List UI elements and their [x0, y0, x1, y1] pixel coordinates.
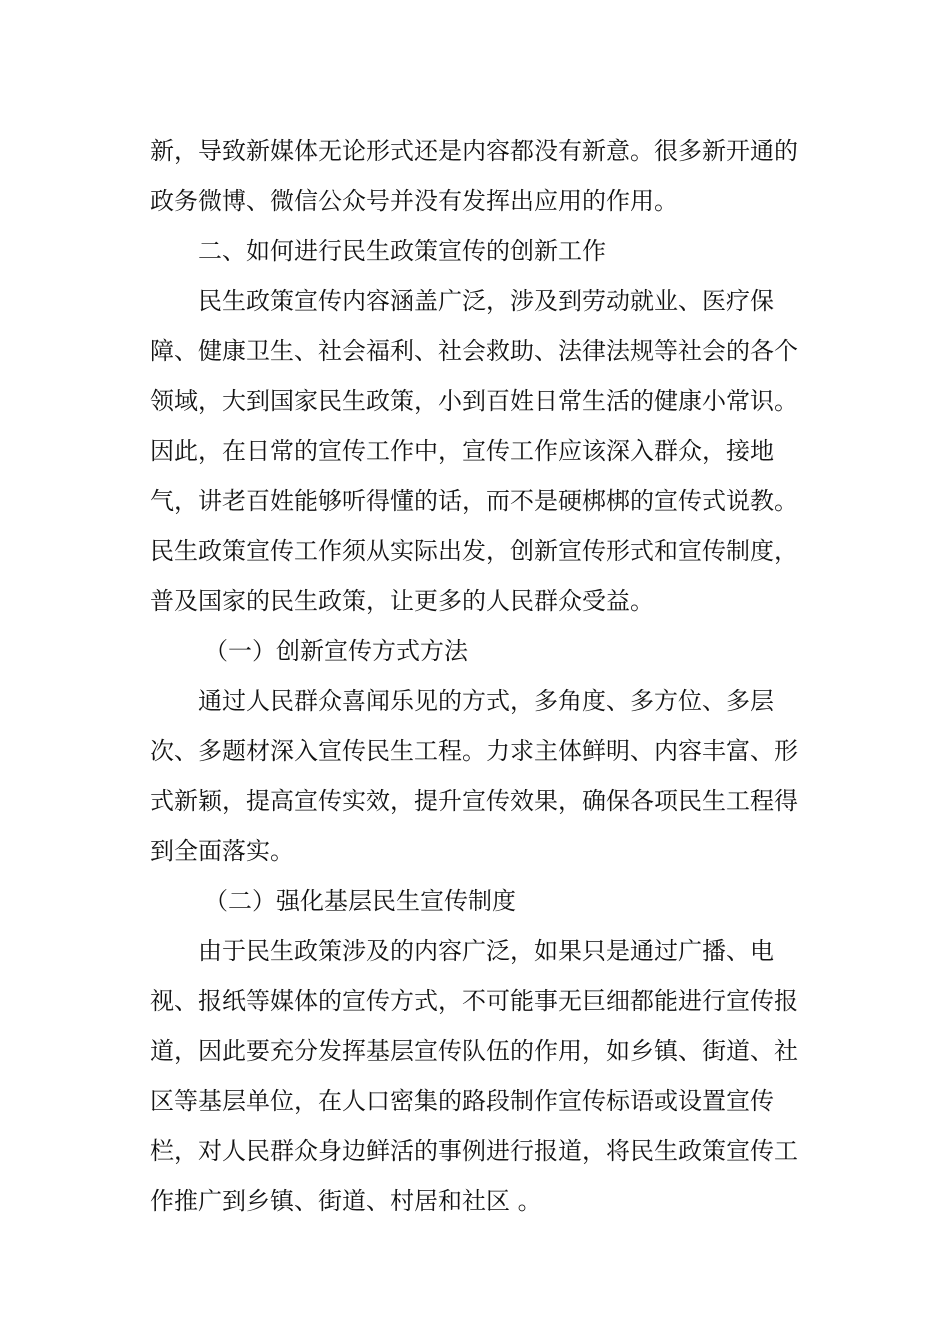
text-line: 领域，大到国家民生政策，小到百姓日常生活的健康小常识。 [150, 387, 798, 415]
text-line: 作推广到乡镇、街道、村居和社区 。 [150, 1187, 542, 1215]
text-line: 障、健康卫生、社会福利、社会救助、法律法规等社会的各个 [150, 337, 798, 365]
text-line: 因此，在日常的宣传工作中，宣传工作应该深入群众，接地 [150, 437, 774, 465]
text-line: 栏，对人民群众身边鲜活的事例进行报道，将民生政策宣传工 [150, 1137, 798, 1165]
text-line: 民生政策宣传工作须从实际出发，创新宣传形式和宣传制度， [150, 537, 798, 565]
text-line: 由于民生政策涉及的内容广泛，如果只是通过广播、电 [198, 937, 774, 965]
text-line: 民生政策宣传内容涵盖广泛，涉及到劳动就业、医疗保 [198, 287, 774, 315]
text-line: 气，讲老百姓能够听得懂的话，而不是硬梆梆的宣传式说教。 [150, 487, 798, 515]
subsection-heading: （二）强化基层民生宣传制度 [204, 887, 516, 915]
subsection-heading: （一）创新宣传方式方法 [204, 637, 468, 665]
text-line: 新，导致新媒体无论形式还是内容都没有新意。很多新开通的 [150, 137, 798, 165]
text-line: 视、报纸等媒体的宣传方式，不可能事无巨细都能进行宣传报 [150, 987, 798, 1015]
section-heading: 二、如何进行民生政策宣传的创新工作 [198, 237, 606, 265]
text-line: 式新颖，提高宣传实效，提升宣传效果，确保各项民生工程得 [150, 787, 798, 815]
text-line: 政务微博、微信公众号并没有发挥出应用的作用。 [150, 187, 678, 215]
text-line: 区等基层单位，在人口密集的路段制作宣传标语或设置宣传 [150, 1087, 774, 1115]
text-line: 普及国家的民生政策，让更多的人民群众受益。 [150, 587, 654, 615]
text-line: 次、多题材深入宣传民生工程。力求主体鲜明、内容丰富、形 [150, 737, 798, 765]
text-line: 道，因此要充分发挥基层宣传队伍的作用，如乡镇、街道、社 [150, 1037, 798, 1065]
text-line: 到全面落实。 [150, 837, 294, 865]
text-line: 通过人民群众喜闻乐见的方式，多角度、多方位、多层 [198, 687, 774, 715]
